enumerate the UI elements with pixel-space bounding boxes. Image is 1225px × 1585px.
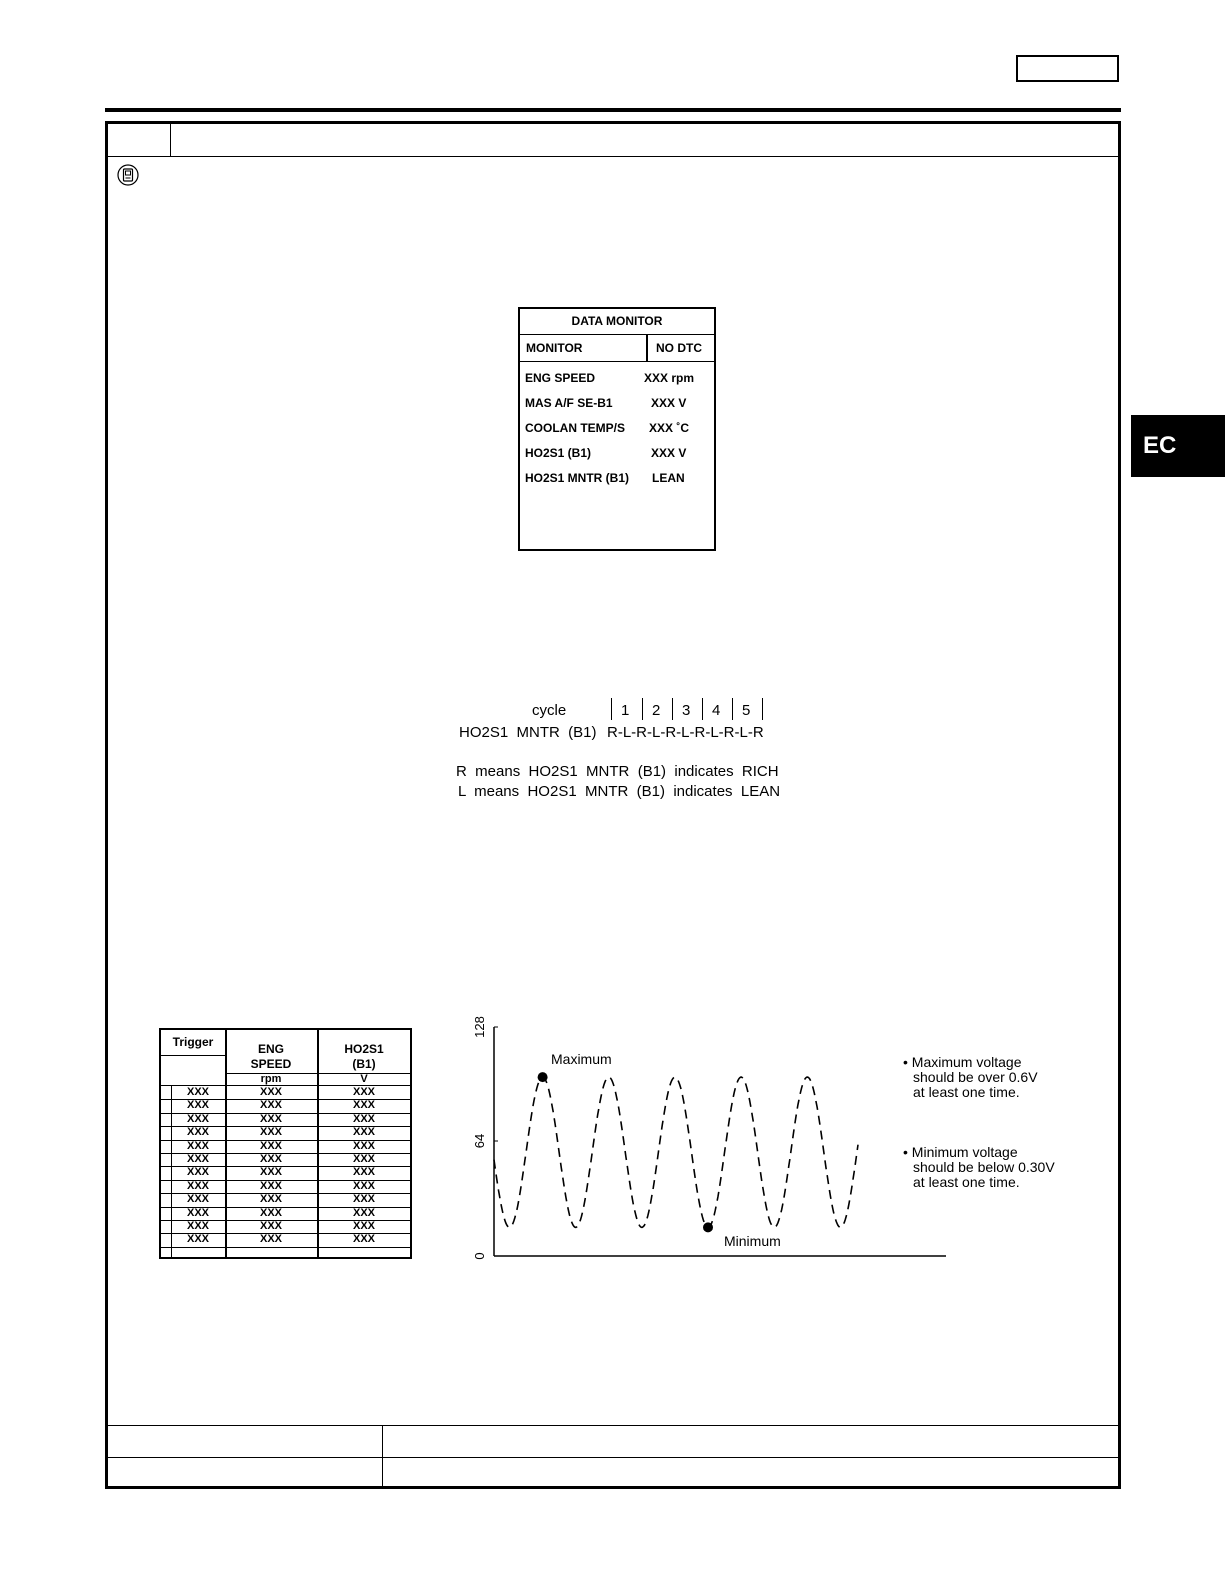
y-tick-label: 64: [472, 1133, 487, 1149]
monitor-row: [525, 471, 713, 487]
monitor-column-label: MONITOR: [526, 341, 583, 355]
table-cell: XXX: [186, 1206, 209, 1219]
voltage-waveform: [494, 1077, 858, 1227]
ho2s1-header: HO2S1 (B1): [344, 1042, 384, 1071]
monitor-row: [525, 396, 713, 412]
cycle-divider: [762, 698, 763, 720]
cycle-divider: [642, 698, 643, 720]
table-cell: XXX: [259, 1153, 282, 1165]
monitor-row: [525, 421, 713, 437]
table-cell: XXX: [186, 1153, 209, 1165]
monitor-sequence: R-L-R-L-R-L-R-L-R-L-R: [607, 724, 764, 741]
maximum-annotation: Maximum: [551, 1051, 612, 1067]
cycle-number: 5: [742, 702, 751, 719]
table-cell: XXX: [186, 1099, 209, 1112]
table-cell: XXX: [259, 1099, 282, 1112]
table-cell: XXX: [352, 1153, 375, 1165]
monitor-item-value: XXX ˚C: [649, 421, 690, 435]
page-header-box: [1016, 55, 1119, 82]
table-cell: XXX: [186, 1126, 209, 1139]
note-line: should be over 0.6V: [913, 1069, 1038, 1085]
ho2s1-waveform-chart: [462, 1010, 952, 1272]
table-cell: XXX: [186, 1193, 209, 1206]
result-table-divider: [382, 1425, 383, 1486]
section-tab-label: EC: [1143, 432, 1177, 459]
cycle-number: 4: [712, 702, 721, 719]
table-cell: XXX: [186, 1112, 209, 1125]
note-line: • Minimum voltage: [903, 1144, 1018, 1160]
dtc-status-label: NO DTC: [656, 341, 702, 355]
monitor-row: [525, 446, 713, 462]
table-cell: XXX: [352, 1139, 375, 1152]
cycle-number: 3: [682, 702, 691, 719]
table-cell: XXX: [259, 1139, 282, 1152]
cycle-divider: [611, 698, 612, 720]
table-cell: XXX: [352, 1220, 375, 1232]
table-cell: XXX: [352, 1193, 375, 1206]
max-voltage-note: [903, 1055, 1038, 1100]
header-rule: [105, 108, 1121, 112]
table-cell: XXX: [259, 1233, 282, 1246]
rich-legend: R means HO2S1 MNTR (B1) indicates RICH: [456, 763, 779, 780]
table-cell: XXX: [259, 1179, 282, 1192]
note-line: at least one time.: [913, 1174, 1020, 1190]
maximum-point: [538, 1072, 548, 1082]
table-cell: XXX: [186, 1086, 209, 1098]
table-cell: XXX: [186, 1220, 209, 1232]
monitor-row: [525, 371, 713, 387]
note-line: should be below 0.30V: [913, 1159, 1055, 1175]
lean-legend: L means HO2S1 MNTR (B1) indicates LEAN: [458, 783, 781, 800]
note-line: • Maximum voltage: [903, 1054, 1022, 1070]
table-cell: XXX: [352, 1166, 375, 1179]
table-row-rule: [161, 1247, 410, 1248]
table-cell: XXX: [352, 1179, 375, 1192]
table-cell: XXX: [352, 1086, 375, 1098]
table-cell: XXX: [352, 1126, 375, 1139]
table-cell: XXX: [259, 1220, 282, 1232]
table-cell: XXX: [259, 1166, 282, 1179]
table-cell: XXX: [186, 1233, 209, 1246]
data-monitor-header: [520, 334, 714, 362]
table-cell: XXX: [259, 1126, 282, 1139]
table-rule: [161, 1055, 225, 1056]
table-cell: XXX: [259, 1206, 282, 1219]
section-tab-ec[interactable]: [1131, 415, 1225, 477]
monitor-item-value: LEAN: [652, 471, 685, 485]
freeze-frame-table: [159, 1028, 412, 1259]
table-cell: XXX: [186, 1179, 209, 1192]
minimum-point: [703, 1222, 713, 1232]
table-cell: XXX: [259, 1193, 282, 1206]
table-cell: XXX: [186, 1166, 209, 1179]
result-table-rule-top: [108, 1425, 1118, 1426]
monitor-item-name: MAS A/F SE-B1: [525, 396, 613, 410]
cycle-number: 1: [621, 702, 630, 719]
data-monitor-title: DATA MONITOR: [520, 309, 714, 335]
minimum-annotation: Minimum: [724, 1233, 781, 1249]
monitor-item-name: COOLAN TEMP/S: [525, 421, 626, 435]
cycle-divider: [702, 698, 703, 720]
frame-header-rule: [108, 156, 1118, 157]
table-cell: XXX: [352, 1099, 375, 1112]
note-line: at least one time.: [913, 1084, 1020, 1100]
table-cell: XXX: [352, 1206, 375, 1219]
eng-speed-header: ENG SPEED: [250, 1042, 292, 1071]
min-voltage-note: [903, 1145, 1055, 1190]
monitor-item-value: XXX V: [651, 396, 687, 410]
table-cell: XXX: [259, 1086, 282, 1098]
data-monitor-screen: [518, 307, 716, 551]
table-cell: XXX: [186, 1139, 209, 1152]
monitor-item-name: HO2S1 (B1): [525, 446, 592, 460]
cycle-label: cycle: [532, 702, 567, 719]
result-table-rule-mid: [108, 1457, 1118, 1458]
monitor-item-value: XXX rpm: [644, 371, 695, 385]
monitor-item-name: HO2S1 MNTR (B1): [525, 471, 630, 485]
monitor-item-value: XXX V: [651, 446, 687, 460]
cycle-divider: [732, 698, 733, 720]
cycle-number: 2: [652, 702, 661, 719]
y-tick-label: 128: [472, 1016, 487, 1038]
table-cell: XXX: [352, 1233, 375, 1246]
ho2s1-unit: V: [360, 1073, 368, 1085]
trigger-header: Trigger: [172, 1035, 214, 1049]
eng-speed-unit: rpm: [260, 1073, 282, 1085]
header-divider: [646, 334, 648, 361]
table-cell: XXX: [352, 1112, 375, 1125]
cycle-divider: [672, 698, 673, 720]
monitor-sequence-label: HO2S1 MNTR (B1): [459, 724, 597, 741]
consult-tool-icon: [117, 164, 139, 186]
y-tick-label: 0: [472, 1252, 487, 1260]
monitor-item-name: ENG SPEED: [525, 371, 596, 385]
table-cell: XXX: [259, 1112, 282, 1125]
frame-step-divider: [170, 124, 171, 156]
